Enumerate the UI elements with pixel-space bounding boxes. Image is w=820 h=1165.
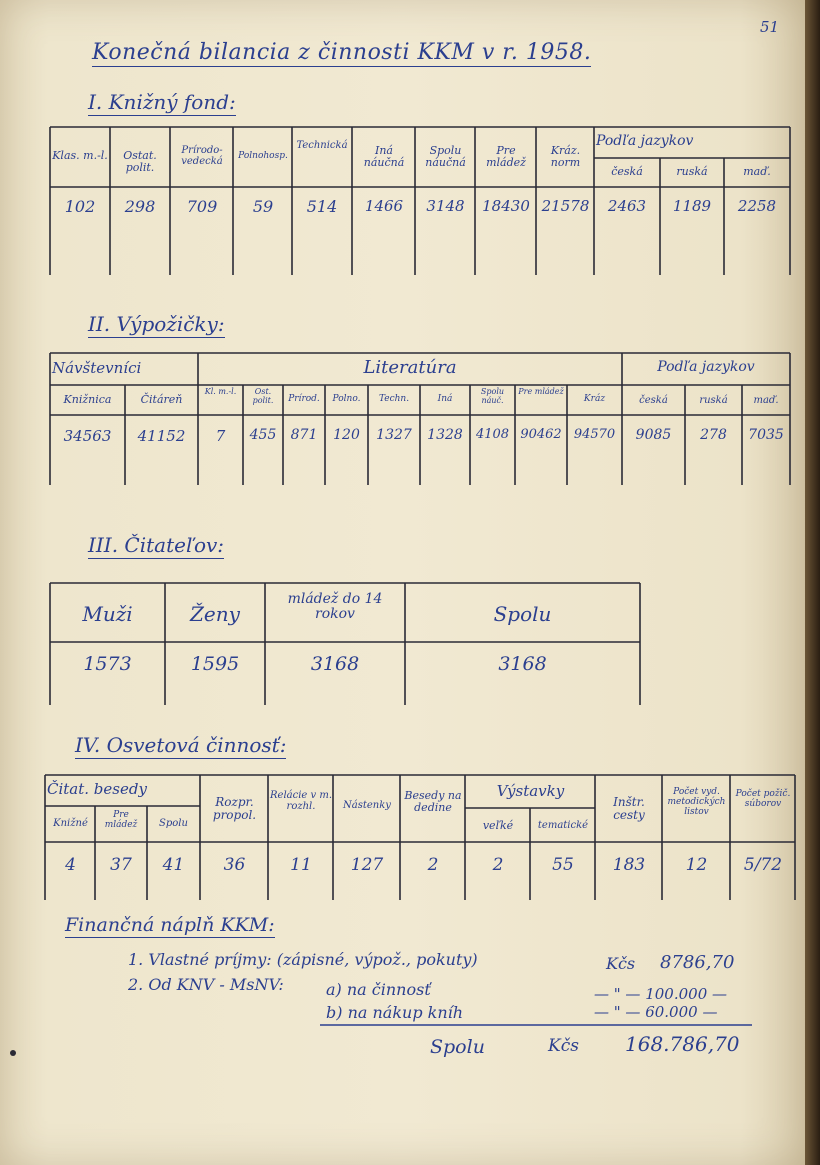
t3-header-mladez: mládež do 14 rokov <box>287 591 383 623</box>
finance-line2b-label: b) na nákup kníh <box>326 1003 464 1022</box>
t4-header: Relácie v m. rozhl. <box>270 790 332 812</box>
t2-value: 90462 <box>520 427 562 442</box>
t1-value: 709 <box>186 197 218 216</box>
t2-group-literatura: Literatúra <box>363 357 457 378</box>
section3-heading: III. Čitateľov: <box>88 533 225 557</box>
t1-header-polno: Polnohosp. <box>238 151 288 161</box>
finance-line2a-amount: — " — 100.000 — <box>594 985 728 1003</box>
section1-heading: I. Knižný fond: <box>88 90 236 114</box>
t1-value: 298 <box>124 197 156 216</box>
t3-value: 1595 <box>190 653 240 675</box>
t4-header: Pre mládež <box>104 810 138 830</box>
t2-sub: Pre mládež <box>518 387 564 396</box>
page-number: 51 <box>760 18 780 36</box>
t1-header-kraz: Kráz. norm <box>550 144 581 170</box>
t2-sub: Iná <box>437 394 453 404</box>
t3-value: 1573 <box>83 653 132 675</box>
t2-sub: Kráz <box>583 394 606 404</box>
t1-value: 2463 <box>607 197 647 215</box>
t1-header-ostat: Ostat. polit. <box>123 149 157 175</box>
t1-header-mladez: Pre mládež <box>486 144 526 170</box>
finance-line1-amount: 8786,70 <box>660 952 735 973</box>
t2-value: 278 <box>700 427 727 443</box>
t1-value: 21578 <box>541 197 590 215</box>
t2-value: 7 <box>215 427 226 445</box>
t4-value: 12 <box>685 855 708 875</box>
t2-value: 4108 <box>475 427 510 442</box>
t2-sub: Ost. polit. <box>252 387 274 405</box>
t2-sub: Spolu náuč. <box>480 387 505 405</box>
t2-value: 1327 <box>376 427 412 443</box>
t1-value: 1189 <box>672 197 712 215</box>
t1-value: 102 <box>64 197 96 216</box>
t4-value: 183 <box>612 855 646 875</box>
t2-sub: Knižnica <box>63 393 112 406</box>
t4-header: Besedy na dedine <box>404 789 462 815</box>
t1-header-spolu: Spolu náučná <box>425 144 466 170</box>
t3-header-spolu: Spolu <box>493 602 552 626</box>
t4-group-besedy: Čitat. besedy <box>47 780 147 798</box>
t4-header: tematické <box>537 820 589 831</box>
t2-value: 94570 <box>573 427 616 442</box>
t2-sub: Čitáreň <box>140 393 183 406</box>
t2-value: 1328 <box>427 427 463 443</box>
book-binding-edge <box>805 0 820 1165</box>
t2-value: 455 <box>249 427 277 443</box>
finance-line2b-amount: — " — 60.000 — <box>594 1003 718 1021</box>
t4-header: Spolu <box>159 818 188 829</box>
t4-value: 2 <box>427 855 439 875</box>
t1-value: 1466 <box>364 197 404 215</box>
t4-header: Rozpr. propol. <box>212 795 257 823</box>
t2-sub: Kl. m.-l. <box>204 387 237 396</box>
t3-header-muzi: Muži <box>82 602 133 626</box>
t2-group-jazykov: Podľa jazykov <box>657 359 755 375</box>
t1-header-klas: Klas. m.-l. <box>52 149 108 162</box>
t1-value: 514 <box>306 197 338 216</box>
t3-value: 3168 <box>310 653 360 675</box>
t4-header: Počet požič. súborov <box>735 789 791 809</box>
finance-line2-label: 2. Od KNV - MsNV: <box>128 975 284 994</box>
margin-ink-mark <box>10 1050 16 1056</box>
section4-heading: IV. Osvetová činnosť: <box>75 733 287 757</box>
t4-header: Inštr. cesty <box>613 795 645 823</box>
t4-value: 55 <box>552 855 574 875</box>
t2-sub: Polno. <box>332 394 361 404</box>
t4-value: 127 <box>350 855 384 875</box>
section2-heading: II. Výpožičky: <box>88 312 225 336</box>
t4-value: 4 <box>65 855 76 875</box>
t1-header-techn: Technická <box>296 140 348 151</box>
t1-value: 2258 <box>737 197 777 215</box>
t2-value: 871 <box>290 427 318 443</box>
t2-sub: ruská <box>699 395 728 406</box>
t2-sub: maď. <box>753 395 779 406</box>
finance-heading: Finančná náplň KKM: <box>65 914 275 936</box>
t1-header-prirodo: Prírodo-vedecká <box>181 145 223 167</box>
t4-header: Nástenky <box>343 800 391 811</box>
t1-value: 18430 <box>482 197 530 215</box>
page-title: Konečná bilancia z činnosti KKM v r. 1958. <box>92 40 592 65</box>
t4-value: 11 <box>290 855 312 875</box>
t1-sub-ruska: ruská <box>676 165 708 178</box>
t3-header-zeny: Ženy <box>190 602 240 626</box>
t2-value: 120 <box>333 427 360 443</box>
t4-header: Knižné <box>53 818 88 829</box>
t2-value: 34563 <box>63 427 112 445</box>
t4-group-vystavky: Výstavky <box>496 782 565 800</box>
t3-value: 3168 <box>498 653 547 675</box>
t4-value: 2 <box>492 855 504 875</box>
t1-value: 59 <box>252 197 274 216</box>
finance-line1-label: 1. Vlastné príjmy: (zápisné, výpož., pokuty) <box>128 950 478 969</box>
finance-line1-currency: Kčs <box>606 954 636 973</box>
t2-sub: česká <box>639 395 668 406</box>
t2-value: 7035 <box>748 427 784 443</box>
t2-value: 9085 <box>635 427 672 443</box>
t4-value: 36 <box>223 855 246 875</box>
t1-header-ina: Iná náučná <box>363 144 405 170</box>
t2-sub: Techn. <box>378 394 410 404</box>
t4-header: Počet vyd. metodických listov <box>667 787 726 817</box>
t2-group-navstevnici: Návštevníci <box>52 359 142 377</box>
finance-total-currency: Kčs <box>548 1036 579 1056</box>
t2-sub: Prírod. <box>288 394 320 404</box>
finance-line2a-label: a) na činnosť <box>326 980 431 999</box>
t4-value: 5/72 <box>743 855 783 875</box>
t4-value: 37 <box>110 855 132 875</box>
t4-value: 41 <box>162 855 185 875</box>
t4-header: veľké <box>482 819 514 832</box>
t1-sub-madarska: maď. <box>743 165 771 178</box>
finance-total-amount: 168.786,70 <box>625 1032 740 1056</box>
t1-value: 3148 <box>426 197 465 215</box>
finance-total-label: Spolu <box>430 1036 485 1058</box>
t1-header-jazykov: Podľa jazykov <box>596 133 694 149</box>
t1-sub-ceska: česká <box>611 165 643 178</box>
t2-value: 41152 <box>137 427 186 445</box>
